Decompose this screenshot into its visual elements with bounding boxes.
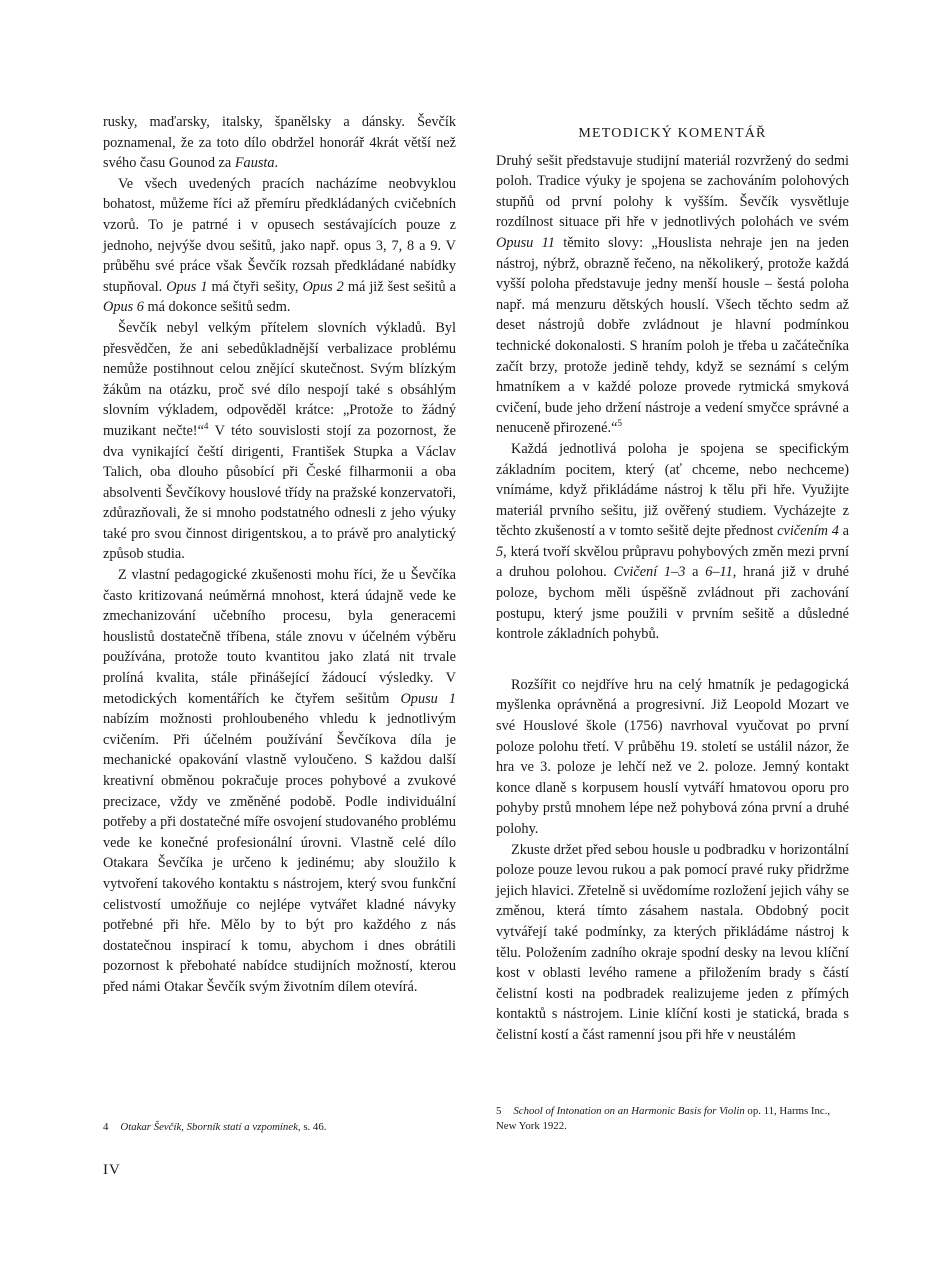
footnote-number: 4: [103, 1121, 109, 1133]
paragraph: Každá jednotlivá poloha je spojena se specifickým základním pocitem, který (ať chceme, nebo nechceme) vnímáme, když přikládáme nástroj k tělu při hře. Využijte materiál prvního sešitu, již ověřený studiem. Vycházejte z těchto zkušeností a v tomto sešitě dejte přednost cvičením 4 a 5, která tvoří skvělou průpravu pohybových změn mezi první a druhou polohou. Cvičení 1–3 a 6–11, hraná již v druhé poloze, bychom měli úspěšně zvládnout při zachování postupu, který jsme použili v prvním sešitě a důsledné kontrole základních pohybů.: [496, 440, 849, 643]
paragraph: Z vlastní pedagogické zkušenosti mohu říci, že u Ševčíka často kritizovaná neúměrná mnohost, která údajně vede ke zmechanizování učebního procesu, byla generacemi houslistů dostatečně tříbena, stále znovu v účelném výběru používána, protože touto kvantitou jako zlatá nit trvale prolíná kvalita, stále přinášející žádoucí výsledky. V metodických komentářích ke čtyřem sešitům Opusu 1 nabízím možnosti prohloubeného vhledu k jednotlivým cvičením. Při účelném používání Ševčíkova díla je mechanické opakování vlastně vyloučeno. S každou další kreativní obměnou pokračuje proces pohybové a zvukové precizace, vždy ve změněné podobě. Podle individuální potřeby a při dostatečné míře osvojení studovaného problému vede ke konečné profesionální úrovni. Vlastně celé dílo Otakara Ševčíka je určeno k jedinému; aby sloužilo k vytvoření takového kontaktu s nástrojem, který svou funkční celistvostí umožňuje co nejlépe vytvářet kladné návyky potřebné při hře. Mělo by to být pro každého z nás dostatečnou inspirací k tomu, abychom i dnes obrátili pozornost k přebohaté nabídce studijních možností, kterou před námi Otakar Ševčík svým životním dílem otevírá.: [103, 567, 457, 995]
left-column: [103, 112, 456, 998]
right-column: [496, 112, 849, 1046]
footnote-ref-4: 4: [203, 421, 209, 432]
footnote-ref-5: 5: [617, 418, 622, 429]
footnote-4: 4 Otakar Ševčík, Sborník statí a vzpomínek, s. 46.: [103, 1121, 327, 1133]
paragraph: Ševčík nebyl velkým přítelem slovních výkladů. Byl přesvědčen, že ani sebedůkladnější verbalizace problému nemůže postihnout celou znějící skutečnost. Svým blízkým žákům na otázku, proč své dílo nespojí také s obsáhlým slovním výkladem, odpověděl krátce: „Protože to žádný muzikant nečte!“$^4$ V této souvislosti stojí za pozornost, že dva vynikající čeští dirigenti, František Stupka a Václav Talich, oba dlouho působící při České filharmonii a oba absolventi Ševčíkovy houslové třídy na pražské konzervatoři, zdůrazňovali, že si mnoho podstatného odnesli z jeho výuky také pro svou činnost dirigentskou, a to právě pro analytický způsob studia.: [103, 319, 456, 563]
page-number: IV: [103, 1162, 121, 1178]
paragraph: rusky, maďarsky, italsky, španělsky a dánsky. Ševčík poznamenal, že za toto dílo obdržel honorář 4krát větší než svého času Gounod za Fausta.: [103, 114, 456, 172]
section-title: METODICKÝ KOMENTÁŘ: [578, 126, 767, 141]
paragraph: Druhý sešit představuje studijní materiál rozvržený do sedmi poloh. Tradice výuky je spojena se zachováním polohových stupňů od první polohy k vyšším. Ševčík vysvětluje rozdílnost situace při hře v jednotlivých polohách ve svém Opusu 11 těmito slovy: „Houslista nehraje jen na jeden nástroj, nýbrž, obrazně řečeno, na několikerý, protože každá vyšší poloha představuje jedny menší housle – šestá poloha např. má menzuru dětských houslí. Všech těchto sedm až deset nástrojů dobře zvládnout je hlavní podmínkou technické dokonalosti. S hraním poloh je třeba u začátečníka začít brzy, protože jedině tehdy, když se seznámí s celým hmatníkem a v každé poloze provede rytmická smyková cvičení, bude jeho držení nástroje a vedení smyčce správné a nenuceně přirozené.“$^5$: [496, 152, 849, 437]
footnote-number: 5: [496, 1105, 502, 1117]
spacer: [496, 645, 849, 675]
paragraph: Zkuste držet před sebou housle u podbradku v horizontální poloze pouze levou rukou a pak pomocí pravé ruky přidržme jejich hlavici. Zřetelně si uvědomíme rozložení jejich váhy se změnou, která tímto zásahem nastala. Obdobný pocit vytvářejí také podmínky, za kterých přikládáme nástroj k tělu. Položením zadního okraje spodní desky na levou klíční kost v oblasti levého ramene a přiložením brady s částí čelistní kosti na podbradek realizujeme jeden z přímých kontaktů s nástrojem. Linie klíční kosti je statická, brada s čelistní kostí a část ramenní jsou při hře v neustálém: [496, 841, 849, 1043]
footnote-5: 5 School of Intonation on an Harmonic Basis for Violin op. 11, Harms Inc., New York 1922.: [496, 1105, 831, 1132]
paragraph: Ve všech uvedených pracích nacházíme neobvyklou bohatost, můžeme říci až přemíru předkládaných cvičebních vzorů. To je patrné i v opusech sestávajících pouze z jednoho, nejvýše dvou sešitů, jako např. opus 3, 7, 8 a 9. V průběhu své práce však Ševčík rozsah předkládané nabídky stupňoval. Opus 1 má čtyři sešity, Opus 2 má již šest sešitů a Opus 6 má dokonce sešitů sedm.: [103, 175, 456, 316]
paragraph: Rozšířit co nejdříve hru na celý hmatník je pedagogická myšlenka oprávněná a progresivní. Již Leopold Mozart ve své Houslové škole (1756) navrhoval vyučovat po první poloze polohu třetí. V průběhu 19. století se ustálil názor, že hra ve 3. poloze je lehčí než ve 2. poloze. Jemný kontakt konce dlaně s korpusem houslí vytváří hmatovou oporu pro pohyby prstů mnohem lépe než pohybová zóna první a druhé polohy.: [496, 676, 849, 837]
